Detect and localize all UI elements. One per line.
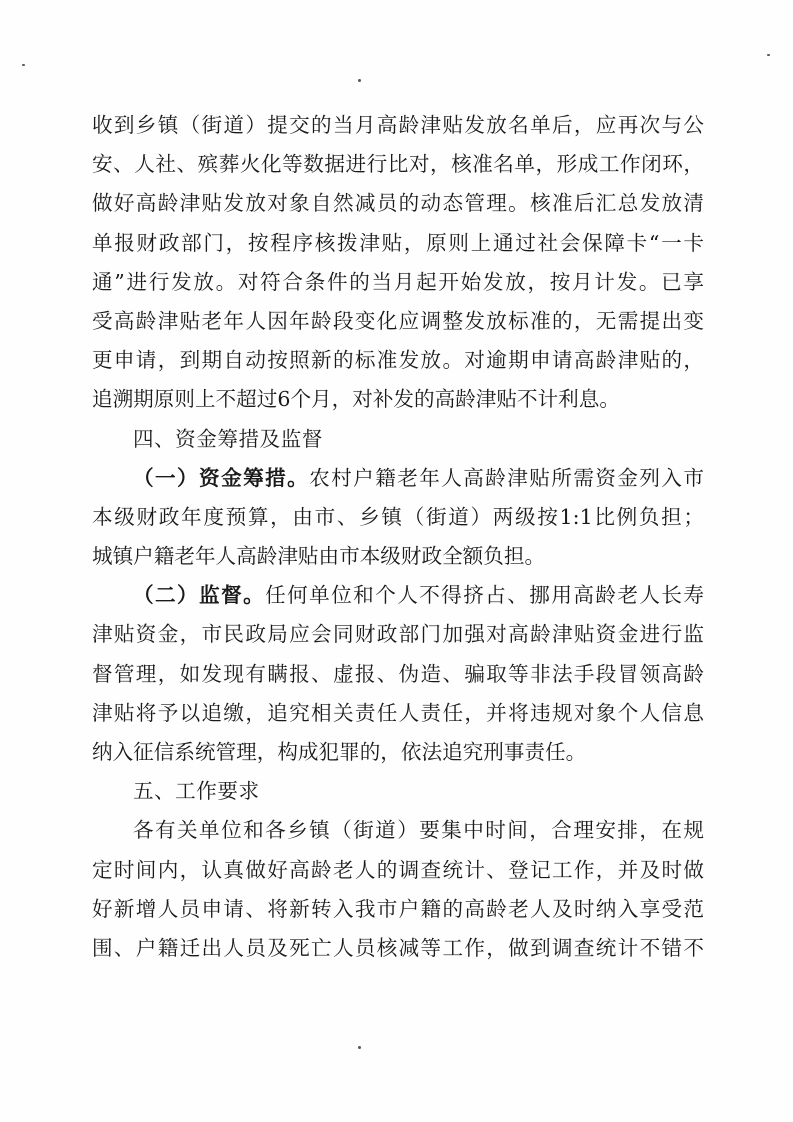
line-text: 督管理，如发现有瞒报、虚报、伪造、骗取等非法手段冒领高龄 — [92, 661, 704, 686]
scan-speck — [358, 1046, 361, 1049]
text-line — [92, 694, 704, 733]
text-line — [92, 184, 704, 223]
text-line — [92, 811, 704, 850]
line-text: 追溯期原则上不超过6个月，对补发的高龄津贴不计利息。 — [92, 387, 620, 412]
line-text: 好新增人员申请、将新转入我市户籍的高龄老人及时纳入享受范 — [92, 896, 704, 921]
subsection-funding — [92, 459, 704, 577]
text-line — [92, 615, 704, 654]
line-text: 更申请，到期自动按照新的标准发放。对逾期申请高龄津贴的， — [92, 348, 704, 373]
subsection-label: （二）监督。 — [133, 583, 266, 608]
line-text: 受高龄津贴老年人因年龄段变化应调整发放标准的，无需提出变 — [92, 308, 704, 333]
text-line — [92, 302, 704, 341]
line-text: 安、人社、殡葬火化等数据进行比对，核准名单，形成工作闭环， — [92, 152, 704, 177]
text-line — [92, 341, 704, 380]
text-line — [92, 459, 704, 498]
text-line — [92, 106, 704, 145]
text-line — [92, 733, 704, 772]
line-text: 围、户籍迁出人员及死亡人员核减等工作，做到调查统计不错不 — [92, 935, 704, 960]
line-text: 各有关单位和各乡镇（街道）要集中时间，合理安排，在规 — [133, 818, 704, 843]
text-line — [92, 498, 704, 537]
text-line — [92, 851, 704, 890]
scan-speck — [22, 64, 25, 66]
document-body — [92, 106, 704, 968]
line-text: 本级财政年度预算，由市、乡镇（街道）两级按1:1比例负担； — [92, 504, 704, 529]
section-heading-4: 四、资金筹措及监督 — [133, 426, 323, 451]
line-text: 做好高龄津贴发放对象自然减员的动态管理。核准后汇总发放清 — [92, 191, 704, 216]
text-line — [92, 263, 704, 302]
subsection-text: 农村户籍老年人高龄津贴所需资金列入市 — [309, 465, 704, 490]
paragraph-continuation — [92, 106, 704, 420]
text-line — [92, 890, 704, 929]
line-text: 单报财政部门，按程序核拨津贴，原则上通过社会保障卡“一卡 — [92, 230, 704, 255]
text-line — [92, 576, 704, 615]
scan-speck — [358, 79, 361, 82]
section-work-requirements — [92, 811, 704, 968]
line-text — [133, 576, 704, 615]
line-text: 纳入征信系统管理，构成犯罪的，依法追究刑事责任。 — [92, 740, 587, 764]
line-text: 津贴资金，市民政局应会同财政部门加强对高龄津贴资金进行监 — [92, 622, 704, 647]
text-line — [92, 655, 704, 694]
line-text: 津贴将予以追缴，追究相关责任人责任，并将违规对象个人信息 — [92, 700, 704, 725]
subsection-supervision — [92, 576, 704, 772]
text-line — [92, 145, 704, 184]
subsection-label: （一）资金筹措。 — [133, 465, 310, 490]
subsection-text: 任何单位和个人不得挤占、挪用高龄老人长寿 — [265, 583, 704, 608]
line-text — [133, 459, 704, 498]
text-line — [92, 929, 704, 968]
line-text: 城镇户籍老年人高龄津贴由市本级财政全额负担。 — [92, 544, 546, 569]
text-line — [92, 224, 704, 263]
text-line — [92, 380, 704, 419]
line-text: 收到乡镇（街道）提交的当月高龄津贴发放名单后，应再次与公 — [92, 113, 704, 137]
text-line — [92, 537, 704, 576]
scan-speck — [767, 54, 770, 56]
line-text: 定时间内，认真做好高龄老人的调查统计、登记工作，并及时做 — [92, 857, 704, 882]
section-heading-5: 五、工作要求 — [133, 779, 260, 804]
line-text: 通”进行发放。对符合条件的当月起开始发放，按月计发。已享 — [92, 269, 704, 294]
